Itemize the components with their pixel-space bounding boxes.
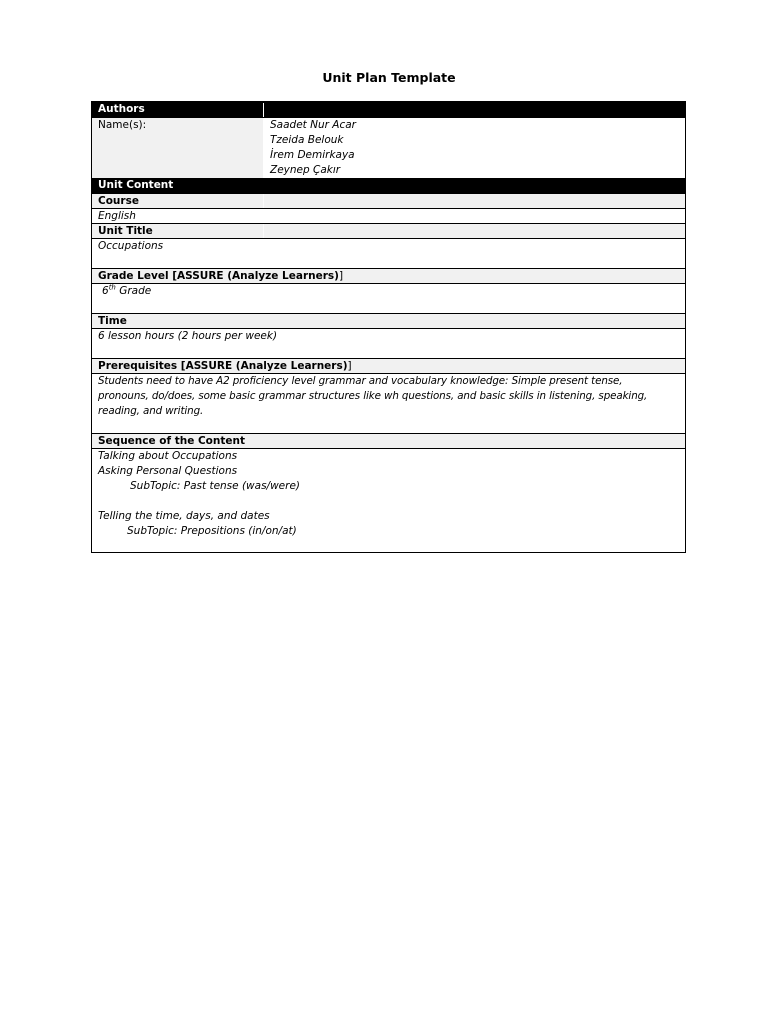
prerequisites-label: Prerequisites [ASSURE (Analyze Learners)] <box>98 360 352 372</box>
prerequisites-cell <box>92 374 685 434</box>
sequence-subtopic: SubTopic: Past tense (was/were) <box>130 480 300 492</box>
time-label: Time <box>98 315 127 327</box>
time-cell <box>92 329 685 359</box>
course-label: Course <box>98 195 139 207</box>
time-value: 6 lesson hours (2 hours per week) <box>98 330 278 342</box>
sequence-label: Sequence of the Content <box>98 435 246 447</box>
sequence-spacer <box>98 494 685 509</box>
author-name: Zeynep Çakır <box>270 164 341 176</box>
sequence-item: Telling the time, days, and dates <box>98 510 270 522</box>
unit-plan-table <box>91 101 686 553</box>
prerequisites-line: reading, and writing. <box>98 405 204 417</box>
authors-header-label: Authors <box>98 103 145 115</box>
grade-level-header <box>92 269 685 284</box>
grade-level-label: Grade Level [ASSURE (Analyze Learners)] <box>98 270 344 282</box>
author-names <box>263 118 356 178</box>
page-title: Unit Plan Template <box>322 70 456 85</box>
authors-row <box>92 118 685 178</box>
grade-level-cell <box>92 284 685 314</box>
grade-level-value: 6th Grade <box>102 283 152 297</box>
sequence-subtopic: SubTopic: Prepositions (in/on/at) <box>127 525 297 537</box>
prerequisites-line: Students need to have A2 proficiency level grammar and vocabulary knowledge: Simple present tense, <box>98 375 623 387</box>
prerequisites-header <box>92 359 685 374</box>
unit-title-value: Occupations <box>98 240 164 252</box>
unit-title-cell <box>92 239 685 269</box>
course-value: English <box>98 210 136 222</box>
prerequisites-line: pronouns, do/does, some basic grammar structures like wh questions, and basic skills in listening, speaking, <box>98 390 648 402</box>
header-divider <box>263 103 264 117</box>
names-label: Name(s): <box>92 118 263 178</box>
unit-content-header-label: Unit Content <box>98 179 174 191</box>
sequence-item: Asking Personal Questions <box>98 465 238 477</box>
course-cell <box>92 209 685 224</box>
cell-divider <box>263 224 264 238</box>
author-name: İrem Demirkaya <box>270 149 355 161</box>
time-header <box>92 314 685 329</box>
unit-content-header <box>92 178 685 194</box>
unit-title-header <box>92 224 685 239</box>
cell-divider <box>263 194 264 208</box>
author-name: Saadet Nur Acar <box>270 119 356 131</box>
authors-header <box>92 102 685 118</box>
unit-title-label: Unit Title <box>98 225 153 237</box>
author-name: Tzeida Belouk <box>270 134 344 146</box>
sequence-header <box>92 434 685 449</box>
sequence-cell <box>92 449 685 552</box>
course-header <box>92 194 685 209</box>
sequence-item: Talking about Occupations <box>98 450 238 462</box>
